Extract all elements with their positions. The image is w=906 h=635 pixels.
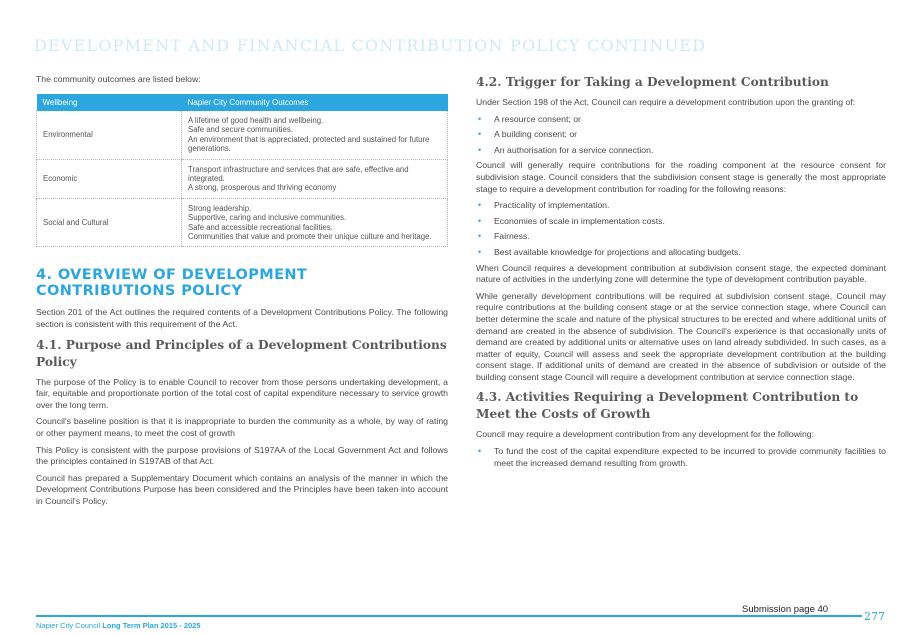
list-item: • Fairness. <box>478 231 530 242</box>
outcome-line: Safe and secure communities. <box>188 125 293 135</box>
consent-list <box>476 114 886 157</box>
table-header-outcomes: Napier City Community Outcomes <box>182 94 448 111</box>
submission-page-label: Submission page 40 <box>742 604 829 615</box>
list-item: • Practicality of implementation. <box>478 200 610 211</box>
bullet-icon: • <box>478 144 482 155</box>
outcomes-cell <box>182 111 448 159</box>
section-4-2-paragraph: When Council requires a development contribution at subdivision consent stage, the expected dominant nature of activities in the underlying zone will determine the type of development contribution payable. <box>476 262 886 285</box>
section-4-1-paragraph: This Policy is consistent with the purpose provisions of S197AA of the Local Government Act and follows the principles contained in S197AB of that Act. <box>36 444 448 467</box>
section-4-2-intro: Under Section 198 of the Act, Council can require a development contribution upon the granting of: <box>476 97 856 107</box>
list-item: • A resource consent; or <box>478 113 581 124</box>
outcomes-cell <box>182 159 448 198</box>
table-row <box>37 159 448 198</box>
footer-org: Napier City Council <box>36 621 101 630</box>
bullet-icon: • <box>478 231 482 242</box>
activities-list <box>476 446 886 469</box>
outcome-line: Transport infrastructure and services that are safe, effective and integrated. <box>188 164 409 184</box>
outcome-line: A strong, prosperous and thriving economy <box>188 183 337 193</box>
footer-plan: Long Term Plan 2015 - 2025 <box>102 621 201 630</box>
table-row <box>37 111 448 159</box>
right-column <box>476 74 886 473</box>
footer-caption <box>36 621 201 630</box>
outcome-line: Strong leadership. <box>188 203 252 213</box>
section-4-3-heading: 4.3. Activities Requiring a Development Contribution to Meet the Costs of Growth <box>476 390 859 422</box>
section-4-2-heading: 4.2. Trigger for Taking a Development Contribution <box>476 75 829 89</box>
page-number: 277 <box>864 610 885 623</box>
list-item: • A building consent; or <box>478 129 578 140</box>
table-row <box>37 198 448 247</box>
section-4-heading: 4. OVERVIEW OF DEVELOPMENT CONTRIBUTIONS POLICY <box>36 267 308 300</box>
table-header-row <box>37 94 448 111</box>
bullet-icon: • <box>478 113 482 124</box>
bullet-icon: • <box>478 200 482 211</box>
section-4-2-paragraph: Council will generally require contributions for the roading component at the resource consent for subdivision stage. Council considers that the subdivision consent stage is generally the most appropriate stage to require a development contribution for roading for the following reasons: <box>476 160 886 194</box>
section-4-2-paragraph: While generally development contributions will be required at subdivision consent stage, Council may require contributions at the building consent stage or at the service connection stage, where Council can better determine the scale and nature of the physical structures to be erected and where additional units of demand are created in the absence of subdivision. The Council's experience is that occasionally units of demand are created by additional units or alternative uses on land already subdivided. In such cases, as a matter of equity, Council will assess and seek the appropriate development contribution at the building consent stage. If additional units of demand are created in the absence of subdivision or outside of the building consent stage Council will require a development contribution at service connection stage. <box>476 290 886 382</box>
section-4-1-paragraph: The purpose of the Policy is to enable Council to recover from those persons undertaking development, a fair, equitable and proportionate portion of the total cost of capital expenditure necessary to service growth over the long term. <box>36 376 448 410</box>
outcome-line: Supportive, caring and inclusive communities. <box>188 213 347 223</box>
list-item: • Economies of scale in implementation costs. <box>478 215 665 226</box>
bullet-icon: • <box>478 446 482 457</box>
reasons-list <box>476 200 886 258</box>
footer-divider <box>36 615 862 617</box>
left-column <box>36 74 448 513</box>
community-outcomes-table <box>36 94 448 248</box>
list-item: • To fund the cost of the capital expenditure expected to be incurred to provide community facilities to meet the increased demand resulting from growth. <box>478 446 886 468</box>
section-4-1-paragraph: Council has prepared a Supplementary Document which contains an analysis of the manner in which the Development Contributions Purpose has been considered and the Principles have been taken into account in Council's Policy. <box>36 472 448 506</box>
wellbeing-cell: Social and Cultural <box>37 198 182 247</box>
table-header-wellbeing: Wellbeing <box>37 94 182 111</box>
outcome-line: Safe and accessible recreational facilities. <box>188 222 333 232</box>
list-item: • Best available knowledge for projections and allocating budgets. <box>478 246 741 257</box>
bullet-icon: • <box>478 215 482 226</box>
page-header-title: DEVELOPMENT AND FINANCIAL CONTRIBUTION POLICY CONTINUED <box>34 36 707 55</box>
section-4-3-intro: Council may require a development contribution from any development for the following: <box>476 429 815 440</box>
list-item: • An authorisation for a service connection. <box>478 144 654 155</box>
outcome-line: Communities that value and promote their unique culture and heritage. <box>188 232 432 242</box>
wellbeing-cell: Environmental <box>37 111 182 159</box>
bullet-icon: • <box>478 129 482 140</box>
section-4-1-paragraph: Council's baseline position is that it is inappropriate to burden the community as a whole, by way of rating or other payment means, to meet the cost of growth <box>36 416 448 439</box>
section-4-paragraph: Section 201 of the Act outlines the required contents of a Development Contributions Policy. The following section is consistent with this requirement of the Act. <box>36 307 448 330</box>
outcomes-intro: The community outcomes are listed below: <box>36 74 201 84</box>
outcome-line: A lifetime of good health and wellbeing. <box>188 116 324 125</box>
bullet-icon: • <box>478 246 482 257</box>
outcome-line: An environment that is appreciated, protected and sustained for future generations. <box>188 134 430 154</box>
section-4-1-heading: 4.1. Purpose and Principles of a Development Contributions Policy <box>36 337 447 369</box>
wellbeing-cell: Economic <box>37 159 182 198</box>
outcomes-cell <box>182 198 448 247</box>
